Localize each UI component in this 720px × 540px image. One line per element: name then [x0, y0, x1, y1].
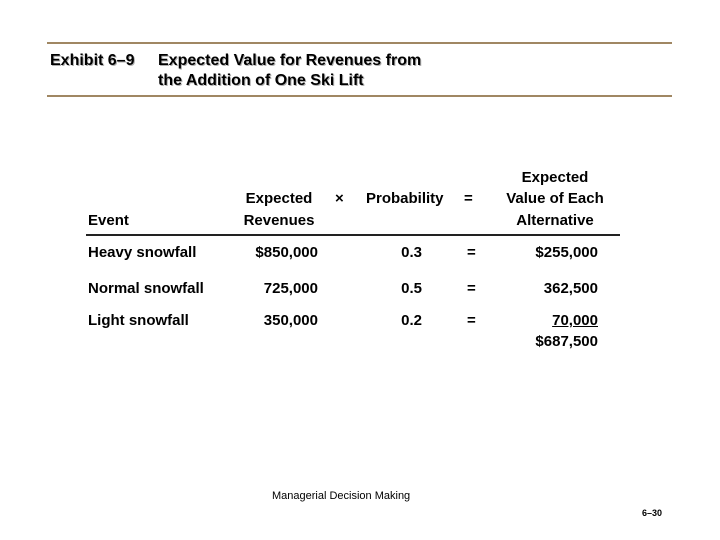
row-normal-value: 362,500	[543, 280, 598, 297]
header-equals-symbol: =	[464, 190, 473, 207]
row-heavy-revenue: $850,000	[255, 244, 318, 261]
row-heavy-equals: =	[467, 244, 476, 261]
table-header-rule	[86, 234, 620, 236]
footer-course-title: Managerial Decision Making	[272, 490, 411, 502]
header-expected-value-line-2: Value of Each	[506, 190, 604, 207]
header-expected-value-line-3: Alternative	[516, 212, 594, 229]
total-expected-value: $687,500	[535, 333, 598, 350]
row-light-value	[500, 310, 598, 331]
row-normal-event: Normal snowfall	[88, 280, 204, 297]
header-expected-revenues-line-2: Revenues	[243, 212, 315, 229]
header-times-symbol: ×	[335, 190, 344, 207]
exhibit-title-line-2: the Addition of One Ski Lift	[158, 72, 364, 89]
row-light-value-text: 70,000	[552, 312, 598, 329]
row-light-probability: 0.2	[401, 312, 422, 329]
header-expected-revenues-line-1: Expected	[245, 190, 313, 207]
title-top-rule	[47, 42, 672, 44]
exhibit-title-line-1: Expected Value for Revenues from	[158, 52, 422, 69]
row-light-revenue: 350,000	[263, 312, 318, 329]
page-number: 6–30	[641, 508, 662, 518]
title-bottom-rule	[47, 95, 672, 97]
row-heavy-value: $255,000	[535, 244, 598, 261]
exhibit-label: Exhibit 6–9	[50, 52, 135, 69]
header-probability: Probability	[366, 190, 444, 207]
header-expected-value-line-1: Expected	[521, 169, 589, 186]
row-heavy-probability: 0.3	[401, 244, 422, 261]
row-normal-revenue: 725,000	[263, 280, 318, 297]
row-light-equals: =	[467, 312, 476, 329]
row-normal-equals: =	[467, 280, 476, 297]
row-light-event: Light snowfall	[88, 312, 189, 329]
row-heavy-event: Heavy snowfall	[88, 244, 197, 261]
header-event: Event	[88, 212, 129, 229]
row-normal-probability: 0.5	[401, 280, 422, 297]
